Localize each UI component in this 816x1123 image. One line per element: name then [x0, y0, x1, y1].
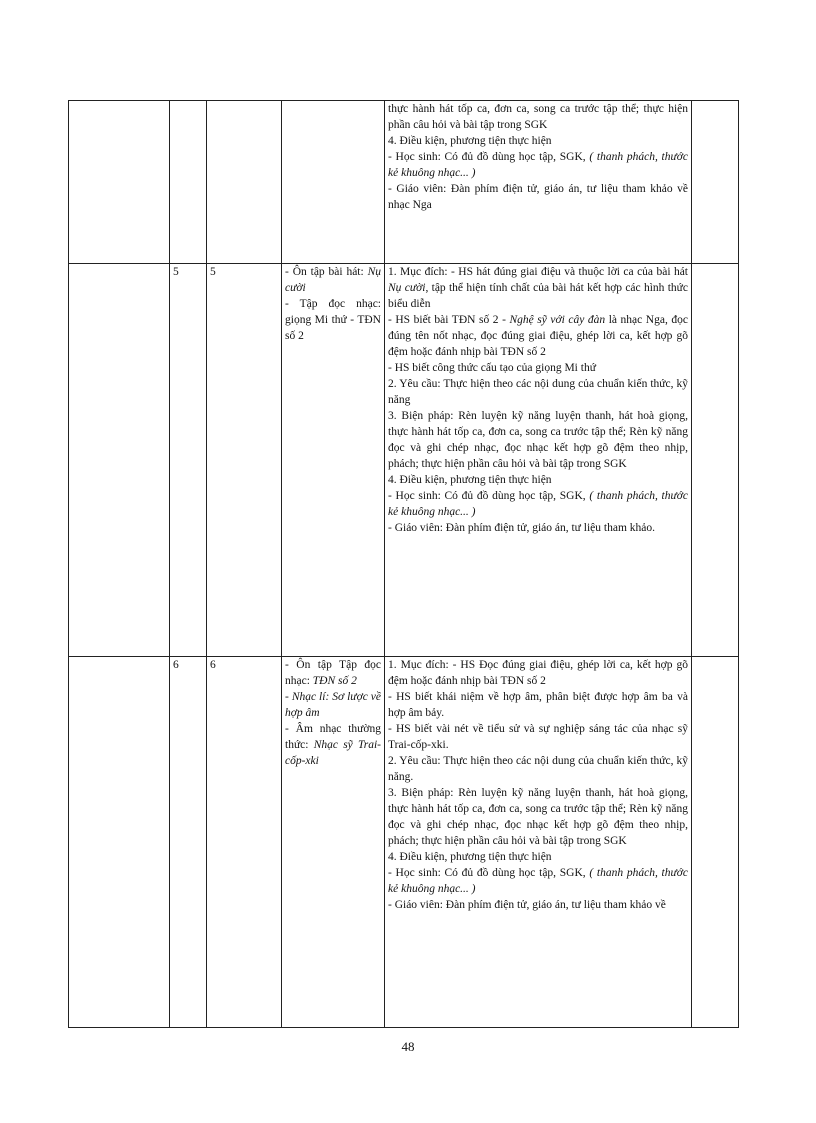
week-cell [170, 101, 207, 264]
text-line [388, 689, 688, 721]
week-cell: 5 [170, 264, 207, 657]
italic-text: Nụ cười [388, 282, 426, 294]
text-line [388, 181, 688, 213]
table-row [69, 101, 739, 264]
text-run: 3. Biện pháp: Rèn luyện kỹ năng luyện thanh, hát hoà giọng, thực hành hát tốp ca, đơn ca, song ca trước tập thể; Rèn kỹ năng đọc và ghi chép nhạc, đọc nhạc kết hợp gõ đệm theo nhịp, phách; thực hiện phần câu hỏi và bài tập trong SGK [388, 410, 688, 470]
text-line [388, 897, 688, 913]
text-line [388, 865, 688, 897]
text-run: - [285, 691, 292, 703]
lesson-number-cell [207, 101, 282, 264]
table-row [69, 264, 739, 657]
text-line [388, 312, 688, 360]
lesson-plan-table [68, 100, 739, 1028]
text-run: - Âm nhạc thường thức: [285, 723, 381, 751]
text-line [388, 133, 688, 149]
text-run: - HS biết bài TĐN số 2 - [388, 314, 510, 326]
text-run: - HS biết công thức cấu tạo của giọng Mi thứ [388, 362, 596, 374]
notes-cell [692, 101, 739, 264]
text-run: 1. Mục đích: - HS hát đúng giai điệu và thuộc lời ca của bài hát [388, 266, 688, 278]
blank-cell [69, 101, 170, 264]
text-run: 4. Điều kiện, phương tiện thực hiện [388, 851, 552, 863]
text-line [285, 264, 381, 296]
week-cell: 6 [170, 657, 207, 1028]
text-line [388, 408, 688, 472]
text-run: - Tập đọc nhạc: giọng Mi thứ - TĐN số 2 [285, 298, 381, 342]
text-run: , tập thể hiện tính chất của bài hát kết hợp các hình thức biểu diễn [388, 282, 688, 310]
italic-text: Nghệ sỹ với cây đàn [509, 314, 606, 326]
lesson-content-cell [282, 657, 385, 1028]
text-run: thực hành hát tốp ca, đơn ca, song ca trước tập thể; thực hiện phần câu hỏi và bài tập trong SGK [388, 103, 688, 131]
text-line [388, 101, 688, 133]
text-run: 2. Yêu cầu: Thực hiện theo các nội dung của chuẩn kiến thức, kỹ năng [388, 378, 688, 406]
text-run: - Học sinh: Có đủ đồ dùng học tập, SGK, [388, 151, 590, 163]
text-run: 1. Mục đích: - HS Đọc đúng giai điệu, ghép lời ca, kết hợp gõ đệm hoặc đánh nhịp bài TĐN số 2 [388, 659, 688, 687]
lesson-details-cell [385, 264, 692, 657]
italic-text: Nhạc lí: Sơ lược về hợp âm [285, 691, 381, 719]
text-line [285, 296, 381, 344]
text-run: - Học sinh: Có đủ đồ dùng học tập, SGK, [388, 490, 590, 502]
text-line [388, 376, 688, 408]
italic-text: ( thanh phách, thước kẻ khuông nhạc... ) [388, 490, 688, 518]
italic-text: TĐN số 2 [312, 675, 357, 687]
lesson-details-cell [385, 101, 692, 264]
text-line [388, 849, 688, 865]
blank-cell [69, 264, 170, 657]
text-run: 4. Điều kiện, phương tiện thực hiện [388, 474, 552, 486]
notes-cell [692, 264, 739, 657]
text-line [388, 149, 688, 181]
page-number: 48 [401, 1039, 415, 1054]
lesson-content-cell [282, 264, 385, 657]
text-run: 2. Yêu cầu: Thực hiện theo các nội dung của chuẩn kiến thức, kỹ năng. [388, 755, 688, 783]
italic-text: Nụ cười [285, 266, 381, 294]
lesson-number-cell: 6 [207, 657, 282, 1028]
text-run: - Giáo viên: Đàn phím điện tử, giáo án, tư liệu tham khảo về [388, 899, 666, 911]
text-run: là nhạc Nga, đọc đúng tên nốt nhạc, đọc đúng giai điệu, ghép lời ca, kết hợp gõ đệm hoặc đánh nhịp bài TĐN số 2 [388, 314, 688, 358]
lesson-content-cell [282, 101, 385, 264]
text-line [388, 520, 688, 536]
text-run: - Ôn tập bài hát: [285, 266, 368, 278]
text-run: - Giáo viên: Đàn phím điện tử, giáo án, tư liệu tham khảo về nhạc Nga [388, 183, 688, 211]
text-line [285, 689, 381, 721]
text-run: - Học sinh: Có đủ đồ dùng học tập, SGK, [388, 867, 590, 879]
text-line [285, 657, 381, 689]
text-line [388, 657, 688, 689]
text-run: - HS biết khái niệm về hợp âm, phân biệt được hợp âm ba và hợp âm bảy. [388, 691, 688, 719]
italic-text: ( thanh phách, thước kẻ khuông nhạc... ) [388, 151, 688, 179]
lesson-details-cell [385, 657, 692, 1028]
text-run: - HS biết vài nét về tiểu sử và sự nghiệp sáng tác của nhạc sỹ Trai-cốp-xki. [388, 723, 688, 751]
text-run: - Giáo viên: Đàn phím điện tử, giáo án, tư liệu tham khảo. [388, 522, 656, 534]
text-run: 4. Điều kiện, phương tiện thực hiện [388, 135, 552, 147]
text-line [388, 472, 688, 488]
text-line [388, 264, 688, 312]
blank-cell [69, 657, 170, 1028]
lesson-number-cell: 5 [207, 264, 282, 657]
text-run: - Ôn tập Tập đọc nhạc: [285, 659, 381, 687]
text-line [388, 360, 688, 376]
text-line [388, 721, 688, 753]
text-line [285, 721, 381, 769]
table-row [69, 657, 739, 1028]
italic-text: Nhạc sỹ Trai-cốp-xki [285, 739, 381, 767]
text-line [388, 753, 688, 785]
text-run: 3. Biện pháp: Rèn luyện kỹ năng luyện thanh, hát hoà giọng, thực hành hát tốp ca, đơn ca, song ca trước tập thể; Rèn kỹ năng đọc và ghi chép nhạc, đọc nhạc kết hợp gõ đệm theo nhịp, phách; thực hiện phần câu hỏi và bài tập trong SGK [388, 787, 688, 847]
italic-text: ( thanh phách, thước kẻ khuông nhạc... ) [388, 867, 688, 895]
text-line [388, 785, 688, 849]
notes-cell [692, 657, 739, 1028]
text-line [388, 488, 688, 520]
